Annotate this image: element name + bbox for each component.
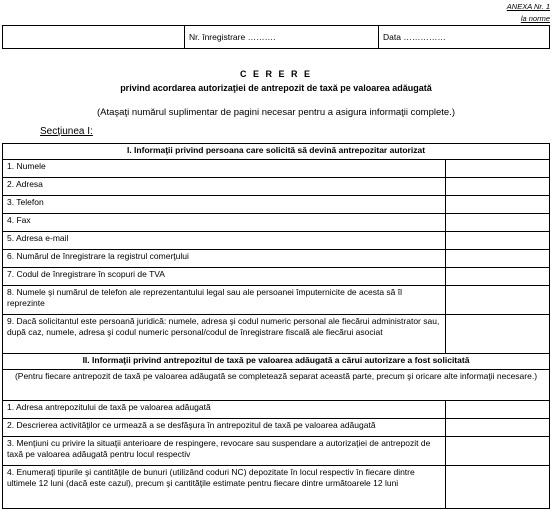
registration-table — [2, 25, 550, 49]
form-row — [3, 196, 550, 214]
part2-heading: II. Informaţii privind antrepozitul de taxă pe valoarea adăugată a cărui autorizare a fost solicitată — [3, 354, 550, 370]
form-table — [2, 143, 550, 509]
row-label: 9. Dacă solicitantul este persoană juridică: numele, adresa şi codul numeric personal ale fiecărui administrator sau, după caz, numele, adresa şi codul numeric personal/codul de înregistrare fiscală ale fiecărui asociat — [3, 315, 446, 354]
part2-note: (Pentru fiecare antrepozit de taxă pe valoarea adăugată se completează separat această parte, precum şi oricare alte informaţii necesare.) — [3, 370, 550, 401]
row-label: 2. Descrierea activităţilor ce urmează a se desfăşura în antrepozitul de taxă pe valoarea adăugată — [3, 419, 446, 437]
trade-register-input[interactable] — [446, 250, 550, 268]
phone-input[interactable] — [446, 196, 550, 214]
row-label: 1. Adresa antrepozitului de taxă pe valoarea adăugată — [3, 401, 446, 419]
form-row — [3, 419, 550, 437]
form-row — [3, 466, 550, 509]
fax-input[interactable] — [446, 214, 550, 232]
row-label: 4. Fax — [3, 214, 446, 232]
registration-date-field[interactable]: Data …………… — [379, 26, 550, 49]
form-row — [3, 160, 550, 178]
row-label: 6. Numărul de înregistrare la registrul comerţului — [3, 250, 446, 268]
row-label: 5. Adresa e-mail — [3, 232, 446, 250]
legal-representative-input[interactable] — [446, 286, 550, 315]
address-input[interactable] — [446, 178, 550, 196]
section-label: Secţiunea I: — [40, 126, 93, 137]
row-label: 2. Adresa — [3, 178, 446, 196]
form-row — [3, 232, 550, 250]
form-row — [3, 214, 550, 232]
form-row — [3, 401, 550, 419]
form-row — [3, 315, 550, 354]
document-title: C E R E R E — [239, 69, 312, 79]
form-row — [3, 437, 550, 466]
row-label: 4. Enumeraţi tipurile şi cantităţile de bunuri (utilizând coduri NC) depozitate în locul respectiv în fiecare dintre ultimele 12 luni (dacă este cazul), precum şi cantităţile estimate pentru fiecare dintre următoarele 12 luni — [3, 466, 446, 509]
registration-blank-cell — [3, 26, 185, 49]
annex-label — [507, 1, 550, 25]
annex-ref: la norme — [520, 14, 550, 23]
document-note: (Ataşaţi numărul suplimentar de pagini necesar pentru a asigura informaţii complete.) — [96, 107, 455, 118]
registration-number-field[interactable]: Nr. înregistrare ………. — [185, 26, 379, 49]
row-label: 7. Codul de înregistrare în scopuri de TVA — [3, 268, 446, 286]
row-label: 1. Numele — [3, 160, 446, 178]
annex-title: ANEXA Nr. 1 — [506, 2, 550, 11]
name-input[interactable] — [446, 160, 550, 178]
warehouse-address-input[interactable] — [446, 401, 550, 419]
form-row — [3, 286, 550, 315]
vat-code-input[interactable] — [446, 268, 550, 286]
form-row — [3, 268, 550, 286]
row-label: 8. Numele şi numărul de telefon ale reprezentantului legal sau ale persoanei împuternicite de acesta să îl reprezinte — [3, 286, 446, 315]
document-subtitle: privind acordarea autorizaţiei de antrepozit de taxă pe valoarea adăugată — [120, 83, 432, 93]
administrators-input[interactable] — [446, 315, 550, 354]
goods-input[interactable] — [446, 466, 550, 509]
row-label: 3. Menţiuni cu privire la situaţii anterioare de respingere, revocare sau suspendare a autorizaţiei de antrepozit de taxă pe valoarea adăugată pentru locul respectiv — [3, 437, 446, 466]
form-row — [3, 250, 550, 268]
part1-heading: I. Informaţii privind persoana care solicită să devină antrepozitar autorizat — [3, 144, 550, 160]
form-row — [3, 178, 550, 196]
row-label: 3. Telefon — [3, 196, 446, 214]
activities-input[interactable] — [446, 419, 550, 437]
previous-situations-input[interactable] — [446, 437, 550, 466]
email-input[interactable] — [446, 232, 550, 250]
